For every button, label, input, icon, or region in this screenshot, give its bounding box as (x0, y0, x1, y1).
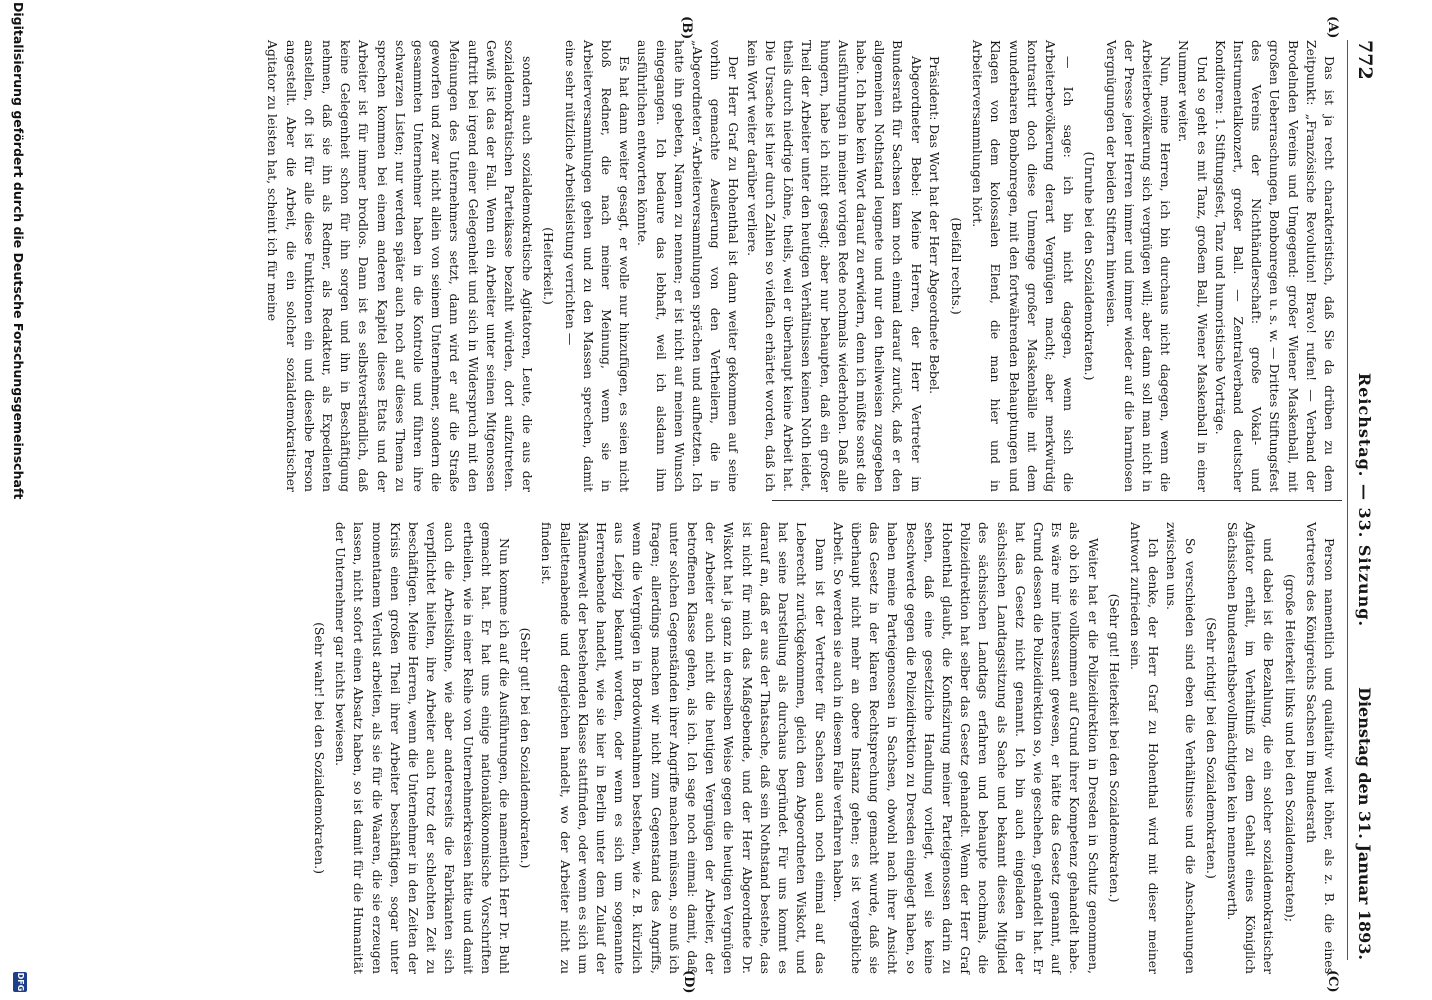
right-column-paragraph: Weiter hat er die Polizeidirektion in Dresden in Schutz genommen, als ob ich sie vollkommen auf Grund ihrer Kompetenz gehandelt habe. Es wäre mir interessant gewesen, er hätte das Gesetz genannt, auf Grund dessen die Polizeidirektion so, wie geschehen, gehandelt hat. Er hat das Gesetz nicht genannt. Ich bin auch eingeladen in der sächsischen Landtagssitzung als Sache und bekannt dieses Mitglied des sächsischen Landtags erfahren und behaupte nochmals, die Polizeidirektion hat selber das Gesetz gehandelt. Wenn der Herr Graf Hohenthal glaubt, die Konfiszirung meiner Parteigenossen darin zu sehen, daß eine gesetzliche Handlung vorliegt, weil sie keine Beschwerde gegen die Polizeidirektion zu Dresden eingelegt haben, so haben meine Parteigenossen in Sachsen, obwohl nach ihrer Ansicht das Gesetz in der klaren Rechtsprechung gemacht wurde, daß sie überhaupt nicht mehr an obere Instanz gehen; es ist vergebliche Arbeit. So werden sie auch in diesem Falle verfahren haben. (830, 522, 1101, 974)
left-column-interjection: (Unruhe bei den Sozialdemokraten.) (1082, 151, 1098, 381)
session-title: Reichstag. — 33. Sitzung. (1355, 372, 1374, 628)
digitization-footer (6, 0, 30, 1000)
right-column-interjection: (Sehr richtig! bei den Sozialdemokraten.) (1203, 617, 1219, 879)
left-column-paragraph: Und so geht es mit Tanz, großem Ball, Wiener Maskenball in einer Nummer weiter. (1176, 40, 1210, 492)
left-column-paragraph: Abgeordneter Bebel: Meine Herren, der Herr Vertreter im Bundesrath für Sachsen kam noch einmal darauf zurück, daß er den allgemeinen Nothstand leugnete und nur den theilweisen zugegeben habe. Ich habe kein Wort darauf zu erwidern, denn ich müßte sonst die Ausführungen in meiner vorigen Rede nochmals wiederholen. Daß alle hungern, habe ich nicht gesagt; aber nur behaupten, daß ein großer Theil der Arbeiter unter den heutigen Verhältnissen keinen Noth leidet, theils durch niedrige Löhne, theils, weil er überhaupt keine Arbeit hat. Die Ursache ist hier durch Zahlen so vielfach erhärtet worden, daß ich kein Wort weiter darüber verliere. (744, 40, 924, 492)
margin-marker-a: (A) (1325, 16, 1340, 39)
left-column-paragraph: — Ich sage: ich bin nicht dagegen, wenn sich die Arbeiterbevölkerung derart Vergnügen macht; aber merkwürdig kontrastirt doch diese Unmenge großer Maskenbälle mit dem wunderbaren Bonbonregen, mit den fortwährenden Behauptungen und Klagen von dem kolossalen Elend, die man hier und in Arbeiterversammlungen hört. (970, 40, 1077, 492)
margin-marker-b: (B) (679, 16, 694, 40)
left-column-interjection: (Beifall rechts.) (948, 217, 964, 315)
dfg-logo: DFG (13, 972, 27, 992)
page-number: 772 (1354, 40, 1376, 80)
right-column-interjection: (große Heiterkeit links und bei den Sozialdemokraten); (1282, 573, 1298, 923)
right-column-paragraph: Nun komme ich auf die Ausführungen, die namentlich Herr Dr. Buhl gemacht hat. Er hat uns einige nationalökonomische Vorschriften ertheilen, wie in einer Reihe von Unternehmerkreisen hätte und damit auch die Arbeitslöhne, wie aber andererseits die Fabrikanten sich verpflichtet hielten, ihre Arbeiter auch trotz der schlechten Zeit zu beschäftigen. Meine Herren, wenn die Unternehmer in den Zeiten der Krisis einen großen Theil ihrer Arbeiter beschäftigen, sogar unter momentanem Verlust arbeiten, als sie für die Waaren, die sie erzeugen lassen, nicht sofort einen Absatz haben, so ist damit für die Humanität der Unternehmer gar nichts bewiesen. (333, 522, 513, 974)
right-column-interjection: (Sehr gut! Heiterkeit bei den Sozialdemokraten.) (1106, 593, 1122, 903)
left-column-paragraph: sondern auch sozialdemokratische Agitatoren, Leute, die aus der sozialdemokratischen Parteikasse bezahlt würden, dort aufzutreten. Gewiß ist das der Fall. Wenn ein Arbeiter unter seinen Mitgenossen auftritt bei irgend einer Gelegenheit und sich in Widerspruch mit den Meinungen des Unternehmers setzt, dann wird er auf die Straße geworfen und zwar nicht allein von seinem Unternehmer, sondern die gesammten Unternehmer haben in die Kontrolle und führen ihre schwarzen Listen; nur werden später auch noch auf dieses Thema zu sprechen kommen bei einem anderen Kapitel dieses Etats und der Arbeiter ist für immer brodlos. Dann ist es selbstverständlich, daß keine Gelegenheit schon für ihn sorgen und ihn in Beschäftigung nehmen, daß sie ihn als Redner, als Redakteur, als Expedienten anstellen, oft ist für alle diese Funktionen ein und dieselbe Person angestellt. Aber die Arbeit, die ein solcher sozialdemokratischer Agitator zu leisten hat, scheint ich für meine (265, 40, 536, 492)
column-divider (772, 500, 1342, 501)
left-text-column (263, 40, 1338, 492)
margin-marker-d: (D) (681, 970, 696, 994)
right-column-paragraph: Person namentlich und qualitativ weit höher, als z. B. die eines Vertreters des Königreichs Sachsen im Bundesrath (1303, 522, 1337, 974)
right-column-paragraph: und dabei ist die Bezahlung, die ein solcher sozialdemokratischer Agitator erhält, im Verhältniß zu dem Gehalt eines Königlich Sächsischen Bundesrathsbevollmächtigten kein nennenswerth. (1224, 522, 1277, 974)
footer-credit: Digitalisierung gefördert durch die Deutsche Forschungsgemeinschaft (11, 2, 26, 500)
left-column-paragraph: Das ist ja recht charakteristisch, daß Sie da drüben zu dem Zeitpunkt: „Französische Revolution! Bravo! rufen! — Verband der Brodelnden Vereins und Umgegend: großer Wiener Maskenball, mit großen Ueberraschungen, Bonbonregen u. s. w. — Drittes Stiftungsfest des Vereins der Nichthändlerschaft: große Vokal- und Instrumentalkonzert, großer Ball. — Zentralverband deutscher Konditoren: 1. Stiftungsfest, Tanz und humoristische Vorträge. (1212, 40, 1337, 492)
margin-marker-c: (C) (1325, 970, 1340, 993)
right-text-column (307, 522, 1338, 974)
left-column-interjection: (Heiterkeit.) (541, 227, 557, 305)
left-column-paragraph: Es hat dann weiter gesagt, er wolle nur hinzufügen, es seien nicht bloß Redner, die nach meiner Meinung, wenn sie in Arbeiterversammlungen gehen und zu den Massen sprechen, damit eine sehr nützliche Arbeitsleistung verrichten — (562, 40, 633, 492)
left-column-paragraph: Nun, meine Herren, ich bin durchaus nicht dagegen, wenn die Arbeiterbevölkerung sich vergnügen will; aber dann soll man nicht in der Presse jener Herren immer und immer wieder auf die harmlosen Vergnügungen der beiden Stiftern hinweisen. (1103, 40, 1174, 492)
left-column-paragraph: Der Herr Graf zu Hohenthal ist dann weiter gekommen auf seine vorhin gemachte Aeußerung von den Vertheilern, die in „Abgeordneten“-Arbeiterversammlungen sprächen und aufhetzten. Ich hatte ihn gebeten, Namen zu nennen; er ist nicht auf meinen Wunsch eingegangen. Ich bedaure das lebhaft, weil ich alsdann ihm ausführlichen entworten könnte. (635, 40, 742, 492)
page-header (1352, 40, 1376, 960)
right-column-interjection: (Sehr wahr! bei den Sozialdemokraten.) (312, 622, 328, 874)
header-rule (1347, 40, 1348, 960)
right-column-interjection: (Sehr gut! bei den Sozialdemokraten.) (518, 627, 534, 869)
right-column-paragraph: Ich denke, der Herr Graf zu Hohenthal wird mit dieser meiner Antwort zufrieden sein. (1127, 522, 1162, 974)
session-date: Dienstag den 31. Januar 1893. (1355, 687, 1374, 960)
right-column-paragraph: So verschieden sind eben die Verhältnisse und die Anschauungen zwischen uns. (1164, 522, 1198, 974)
left-column-paragraph: Präsident: Das Wort hat der Herr Abgeordnete Bebel. (926, 56, 942, 395)
right-column-paragraph: Dann ist der Vertreter für Sachsen auch noch einmal auf das Leberecht zurückgekommen, gleich dem Abgeordneten Wiskott, und hat seine Darstellung als durchaus begründet. Für uns kommt es darauf an, daß er aus der Thatsache, daß sein Nothstand bestehe, das ist nicht für mich das Maßgebende, und der Herr Abgeordnete Dr. Wiskott hat ja ganz in derselben Weise gegen die heutigen Vergnügen der Arbeiter auch nicht die heutigen Vergnügen der Arbeiter, der betroffenen Klasse gehen, als ich. Ich sage noch einmal: damit, daß unter solchen Gegenständen ihrer Angriffe machen müssen, so muß ich fragen; allerdings machen wir nicht zum Gegenstand des Angriffs, wenn die Vergnügen in Bordowinnahmen bestehen, wie z. B. kürzlich aus Leipzig bekannt worden, oder wenn es sich um sogenannte Herrenabende handelt, wie sie hier in Berlin unter dem Zulauf der Männerwelt der bestehenden Klasse stattfinden, oder wenn es sich um Ballettenabende und dergleichen handelt, wo der Arbeiter nicht zu finden ist. (539, 522, 828, 974)
